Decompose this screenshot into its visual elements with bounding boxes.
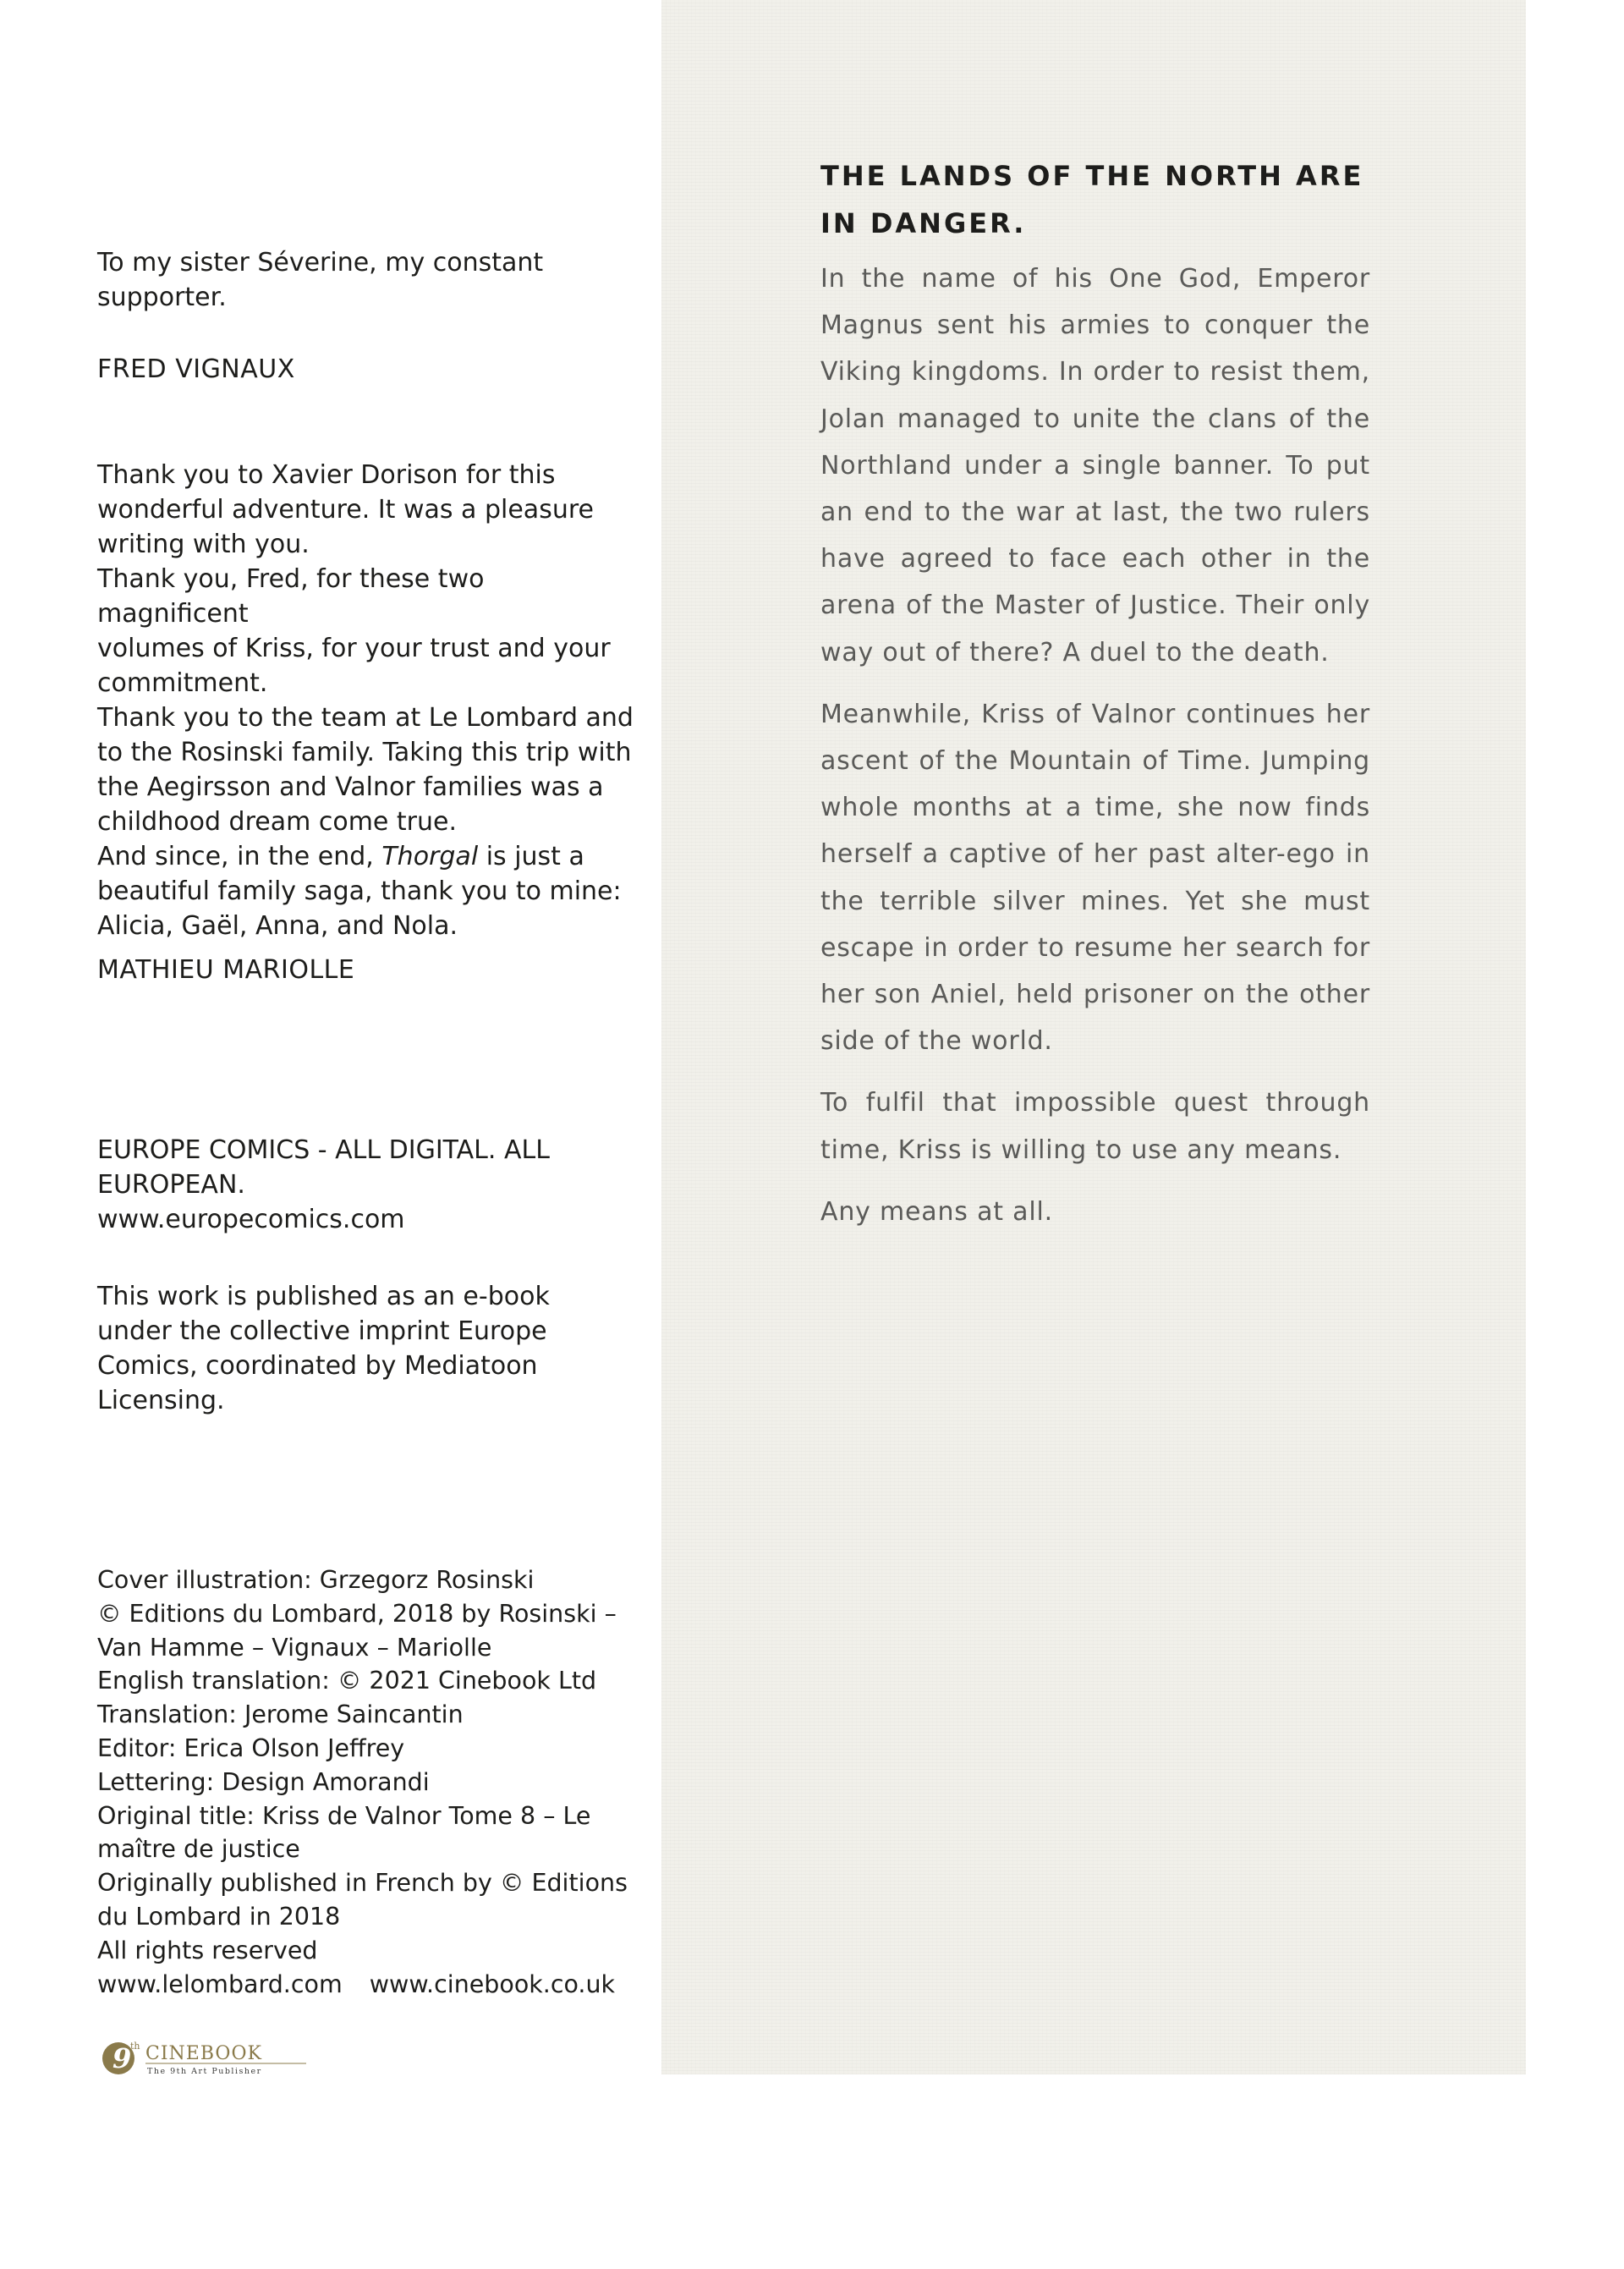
logo-mark: 9 [112, 2042, 132, 2074]
credit-line: Editor: Erica Olson Jeffrey [97, 1733, 405, 1762]
fred-signature [97, 352, 639, 387]
back-cover-panel [661, 0, 1526, 2074]
tagline-line: EUROPE COMICS - ALL DIGITAL. ALL [97, 1135, 550, 1165]
fred-dedication [97, 245, 639, 315]
cinebook-logo [95, 2030, 315, 2081]
logo-name: CINEBOOK [145, 2043, 262, 2064]
imprint-line: This work is published as an e-book [97, 1282, 550, 1311]
mathieu-signature [97, 953, 639, 987]
tagline-line: EUROPEAN. [97, 1170, 245, 1200]
fred-dedication-line: To my sister Séverine, my constant [97, 248, 544, 277]
synopsis-heading: THE LANDS OF THE NORTH ARE IN DANGER. [820, 160, 1364, 239]
synopsis-paragraph: To fulfil that impossible quest through time, Kriss is willing to use any means. [820, 1088, 1370, 1165]
credit-line: English translation: © 2021 Cinebook Ltd [97, 1667, 597, 1695]
synopsis-paragraph: In the name of his One God, Emperor Magnus sent his armies to conquer the Viking kingdoms. In order to resist them, Jolan managed to unite the clans of the Northland under a single banner. To put an end to the war at last, the two rulers have agreed to face each other in the arena of the Master of Justice. Their only way out of there? A duel to the death. [820, 264, 1370, 668]
synopsis-paragraph: Meanwhile, Kriss of Valnor continues her ascent of the Mountain of Time. Jumping whole months at a time, she now finds herself a captive of her past alter-ego in the terrible silver mines. Yet she must escape in order to resume her search for her son Aniel, held prisoner on the other side of the world. [820, 699, 1370, 1057]
ack-line: the Aegirsson and Valnor families was a [97, 772, 604, 802]
ack-line: childhood dream come true. [97, 807, 458, 837]
imprint-line: Comics, coordinated by Mediatoon [97, 1351, 538, 1381]
ack-line: writing with you. [97, 530, 310, 559]
credit-line: Original title: Kriss de Valnor Tome 8 – Le [97, 1801, 591, 1830]
imprint-line: Licensing. [97, 1386, 225, 1415]
ack-line: volumes of Kriss, for your trust and your [97, 634, 611, 663]
credit-line: maître de justice [97, 1835, 300, 1864]
europe-comics-url[interactable]: www.europecomics.com [97, 1205, 405, 1234]
ack-suffix: is just a [478, 842, 584, 871]
logo-subtitle: The 9th Art Publisher [147, 2067, 262, 2076]
imprint-notice [97, 1279, 639, 1418]
credit-line: Originally published in French by © Editions [97, 1869, 628, 1898]
ack-line: Thank you to Xavier Dorison for this [97, 460, 556, 490]
fred-signature-text: FRED VIGNAUX [97, 354, 295, 384]
lelombard-link[interactable]: www.lelombard.com [97, 1970, 343, 1998]
credit-line: Lettering: Design Amorandi [97, 1767, 430, 1796]
ack-line: to the Rosinski family. Taking this trip with [97, 738, 632, 767]
mathieu-signature-text: MATHIEU MARIOLLE [97, 955, 355, 985]
imprint-line: under the collective imprint Europe [97, 1316, 547, 1346]
ack-line: beautiful family saga, thank you to mine: [97, 876, 622, 906]
credit-line: All rights reserved [97, 1936, 318, 1964]
ack-line: wonderful adventure. It was a pleasure [97, 495, 594, 525]
ack-line: Thank you to the team at Le Lombard and [97, 703, 634, 733]
mathieu-acknowledgements [97, 458, 639, 943]
publication-credits [97, 1563, 639, 2001]
credit-line: Cover illustration: Grzegorz Rosinski [97, 1566, 535, 1594]
ack-line-thorgal [97, 839, 639, 874]
ack-line: commitment. [97, 668, 268, 698]
credit-line: © Editions du Lombard, 2018 by Rosinski – [97, 1599, 617, 1628]
fred-dedication-line: supporter. [97, 283, 227, 312]
thorgal-title: Thorgal [381, 842, 479, 871]
europe-comics-tagline [97, 1133, 639, 1237]
cinebook-link[interactable]: www.cinebook.co.uk [369, 1970, 616, 1998]
ack-line: Alicia, Gaël, Anna, and Nola. [97, 911, 458, 941]
credit-line: Van Hamme – Vignaux – Mariolle [97, 1633, 492, 1662]
ack-line: Thank you, Fred, for these two magnificent [97, 564, 485, 629]
ack-prefix: And since, in the end, [97, 842, 382, 871]
logo-superscript: th [130, 2041, 140, 2052]
credit-line: Translation: Jerome Saincantin [97, 1700, 464, 1729]
synopsis [820, 152, 1370, 1250]
credit-line: du Lombard in 2018 [97, 1902, 341, 1931]
synopsis-paragraph: Any means at all. [820, 1196, 1053, 1227]
publisher-links [97, 1968, 639, 2002]
